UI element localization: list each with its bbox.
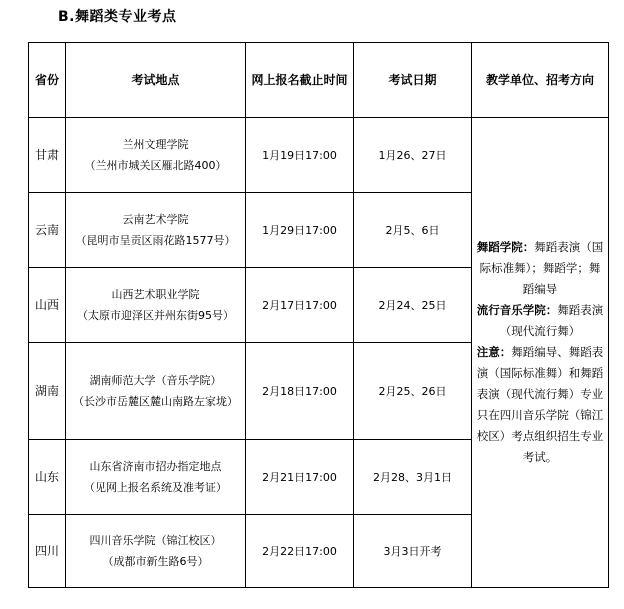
note-attention-text: 舞蹈编导、舞蹈表演（国际标准舞）和舞蹈表演（现代流行舞）专业只在四川音乐学院（锦江校区）考点组织招生专业考试。 [476,345,604,464]
location-name: 山东省济南市招办指定地点 [89,460,222,473]
cell-deadline: 2月21日17:00 [246,440,354,515]
location-name: 云南艺术学院 [122,213,189,226]
location-address: （太原市迎泽区并州东街95号） [77,309,234,322]
location-address: （昆明市呈贡区雨花路1577号） [75,234,236,247]
location-address: （成都市新生路6号） [102,555,209,568]
cell-deadline: 1月19日17:00 [246,118,354,193]
location-name: 兰州文理学院 [122,138,189,151]
header-unit: 教学单位、招考方向 [472,43,609,118]
cell-date: 2月24、25日 [354,268,472,343]
cell-province: 四川 [29,515,66,588]
cell-province: 云南 [29,193,66,268]
location-address: （见网上报名系统及准考证） [84,481,227,494]
cell-province: 甘肃 [29,118,66,193]
table-header-row [29,43,609,118]
header-province: 省份 [29,43,66,118]
table-row [29,118,609,193]
cell-deadline: 1月29日17:00 [246,193,354,268]
section-heading: B.舞蹈类专业考点 [58,9,177,25]
cell-deadline: 2月18日17:00 [246,343,354,440]
cell-location [66,118,246,193]
cell-province: 山东 [29,440,66,515]
cell-date: 2月25、26日 [354,343,472,440]
exam-venue-table [28,42,609,588]
cell-location [66,268,246,343]
location-name: 四川音乐学院（锦江校区） [89,534,222,547]
note-attention-label: 注意： [476,345,512,359]
cell-deadline: 2月22日17:00 [246,515,354,588]
cell-location [66,440,246,515]
location-address: （长沙市岳麓区麓山南路左家垅） [73,395,238,408]
cell-date: 2月28、3月1日 [354,440,472,515]
cell-unit-note [472,118,609,588]
note-dance-text: 舞蹈表演（国际标准舞）；舞蹈学；舞蹈编导 [479,240,604,296]
cell-location [66,193,246,268]
header-date: 考试日期 [354,43,472,118]
cell-deadline: 2月17日17:00 [246,268,354,343]
note-dance-label: 舞蹈学院： [476,240,535,254]
cell-province: 湖南 [29,343,66,440]
location-address: （兰州市城关区雁北路400） [84,159,227,172]
cell-date: 3月3日开考 [354,515,472,588]
cell-date: 1月26、27日 [354,118,472,193]
cell-location [66,343,246,440]
location-name: 山西艺术职业学院 [111,288,200,301]
header-deadline: 网上报名截止时间 [246,43,354,118]
note-pop-label: 流行音乐学院： [476,303,558,317]
location-name: 湖南师范大学（音乐学院） [89,374,222,387]
cell-location [66,515,246,588]
cell-province: 山西 [29,268,66,343]
note-pop-text: 舞蹈表演（现代流行舞） [499,303,604,338]
header-location: 考试地点 [66,43,246,118]
cell-date: 2月5、6日 [354,193,472,268]
